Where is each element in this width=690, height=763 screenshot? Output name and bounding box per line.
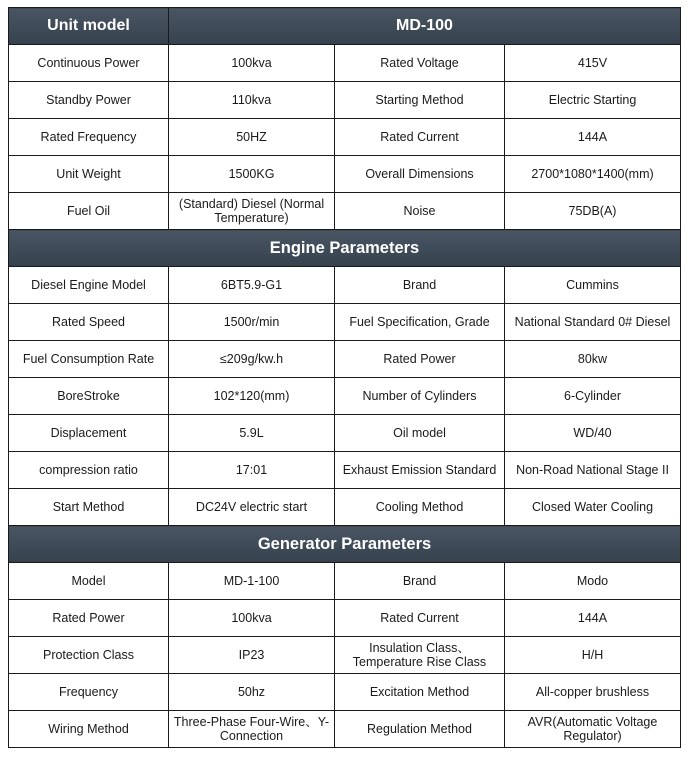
generator-param-value: 50hz — [169, 674, 335, 711]
unit-param-value: 1500KG — [169, 156, 335, 193]
unit-param-value: 110kva — [169, 82, 335, 119]
unit-param-label: Fuel Oil — [9, 193, 169, 230]
engine-param-label: Diesel Engine Model — [9, 267, 169, 304]
generator-section-header — [9, 526, 681, 563]
engine-row — [9, 267, 681, 304]
unit-param-label: Overall Dimensions — [335, 156, 505, 193]
engine-param-value: 80kw — [505, 341, 681, 378]
generator-param-value: H/H — [505, 637, 681, 674]
engine-param-value: National Standard 0# Diesel — [505, 304, 681, 341]
engine-param-value: 6BT5.9-G1 — [169, 267, 335, 304]
unit-param-value: 75DB(A) — [505, 193, 681, 230]
engine-param-value: Closed Water Cooling — [505, 489, 681, 526]
unit-row — [9, 119, 681, 156]
unit-row — [9, 156, 681, 193]
engine-row — [9, 415, 681, 452]
unit-param-value: Electric Starting — [505, 82, 681, 119]
generator-param-value: All-copper brushless — [505, 674, 681, 711]
generator-row — [9, 674, 681, 711]
unit-param-label: Unit Weight — [9, 156, 169, 193]
engine-param-value: Cummins — [505, 267, 681, 304]
unit-param-value: 415V — [505, 45, 681, 82]
engine-row — [9, 452, 681, 489]
spec-sheet — [8, 7, 681, 748]
generator-param-value: MD-1-100 — [169, 563, 335, 600]
unit-param-value: 2700*1080*1400(mm) — [505, 156, 681, 193]
engine-param-label: Rated Power — [335, 341, 505, 378]
engine-param-value: Non-Road National Stage II — [505, 452, 681, 489]
generator-row — [9, 711, 681, 748]
unit-param-label: Rated Current — [335, 119, 505, 156]
engine-rows — [9, 267, 681, 526]
generator-rows — [9, 563, 681, 748]
generator-param-label: Brand — [335, 563, 505, 600]
engine-param-label: Oil model — [335, 415, 505, 452]
generator-param-label: Regulation Method — [335, 711, 505, 748]
engine-param-label: Brand — [335, 267, 505, 304]
engine-param-label: Displacement — [9, 415, 169, 452]
engine-section-header — [9, 230, 681, 267]
generator-param-value: Modo — [505, 563, 681, 600]
unit-param-label: Starting Method — [335, 82, 505, 119]
engine-param-value: ≤209g/kw.h — [169, 341, 335, 378]
unit-param-label: Rated Voltage — [335, 45, 505, 82]
generator-section-title: Generator Parameters — [9, 526, 681, 563]
unit-param-label: Continuous Power — [9, 45, 169, 82]
engine-param-label: Number of Cylinders — [335, 378, 505, 415]
generator-param-label: Model — [9, 563, 169, 600]
engine-param-value: 17:01 — [169, 452, 335, 489]
generator-param-value: 144A — [505, 600, 681, 637]
unit-param-value: 144A — [505, 119, 681, 156]
unit-param-value: (Standard) Diesel (Normal Temperature) — [169, 193, 335, 230]
generator-param-value: IP23 — [169, 637, 335, 674]
generator-param-label: Rated Current — [335, 600, 505, 637]
engine-param-value: 5.9L — [169, 415, 335, 452]
generator-param-label: Frequency — [9, 674, 169, 711]
engine-param-label: compression ratio — [9, 452, 169, 489]
generator-param-label: Insulation Class、Temperature Rise Class — [335, 637, 505, 674]
unit-row — [9, 82, 681, 119]
engine-param-value: 1500r/min — [169, 304, 335, 341]
unit-param-value: 100kva — [169, 45, 335, 82]
unit-model-label: Unit model — [9, 8, 169, 45]
generator-param-value: AVR(Automatic Voltage Regulator) — [505, 711, 681, 748]
unit-row — [9, 193, 681, 230]
unit-param-label: Standby Power — [9, 82, 169, 119]
unit-model-header — [9, 8, 681, 45]
engine-param-label: Fuel Specification, Grade — [335, 304, 505, 341]
generator-param-value: Three-Phase Four-Wire、Y-Connection — [169, 711, 335, 748]
generator-param-label: Excitation Method — [335, 674, 505, 711]
generator-row — [9, 563, 681, 600]
unit-model-value: MD-100 — [169, 8, 681, 45]
generator-param-value: 100kva — [169, 600, 335, 637]
engine-param-label: Start Method — [9, 489, 169, 526]
engine-param-label: Fuel Consumption Rate — [9, 341, 169, 378]
generator-row — [9, 600, 681, 637]
engine-param-label: Cooling Method — [335, 489, 505, 526]
engine-param-label: Exhaust Emission Standard — [335, 452, 505, 489]
generator-param-label: Wiring Method — [9, 711, 169, 748]
engine-param-value: 102*120(mm) — [169, 378, 335, 415]
unit-row — [9, 45, 681, 82]
engine-param-value: 6-Cylinder — [505, 378, 681, 415]
engine-param-label: Rated Speed — [9, 304, 169, 341]
engine-row — [9, 489, 681, 526]
generator-param-label: Rated Power — [9, 600, 169, 637]
generator-param-label: Protection Class — [9, 637, 169, 674]
engine-param-value: DC24V electric start — [169, 489, 335, 526]
unit-rows — [9, 45, 681, 230]
spec-table — [8, 7, 681, 748]
engine-section-title: Engine Parameters — [9, 230, 681, 267]
unit-param-label: Rated Frequency — [9, 119, 169, 156]
unit-param-label: Noise — [335, 193, 505, 230]
engine-row — [9, 341, 681, 378]
engine-row — [9, 378, 681, 415]
engine-row — [9, 304, 681, 341]
unit-param-value: 50HZ — [169, 119, 335, 156]
generator-row — [9, 637, 681, 674]
engine-param-value: WD/40 — [505, 415, 681, 452]
engine-param-label: BoreStroke — [9, 378, 169, 415]
